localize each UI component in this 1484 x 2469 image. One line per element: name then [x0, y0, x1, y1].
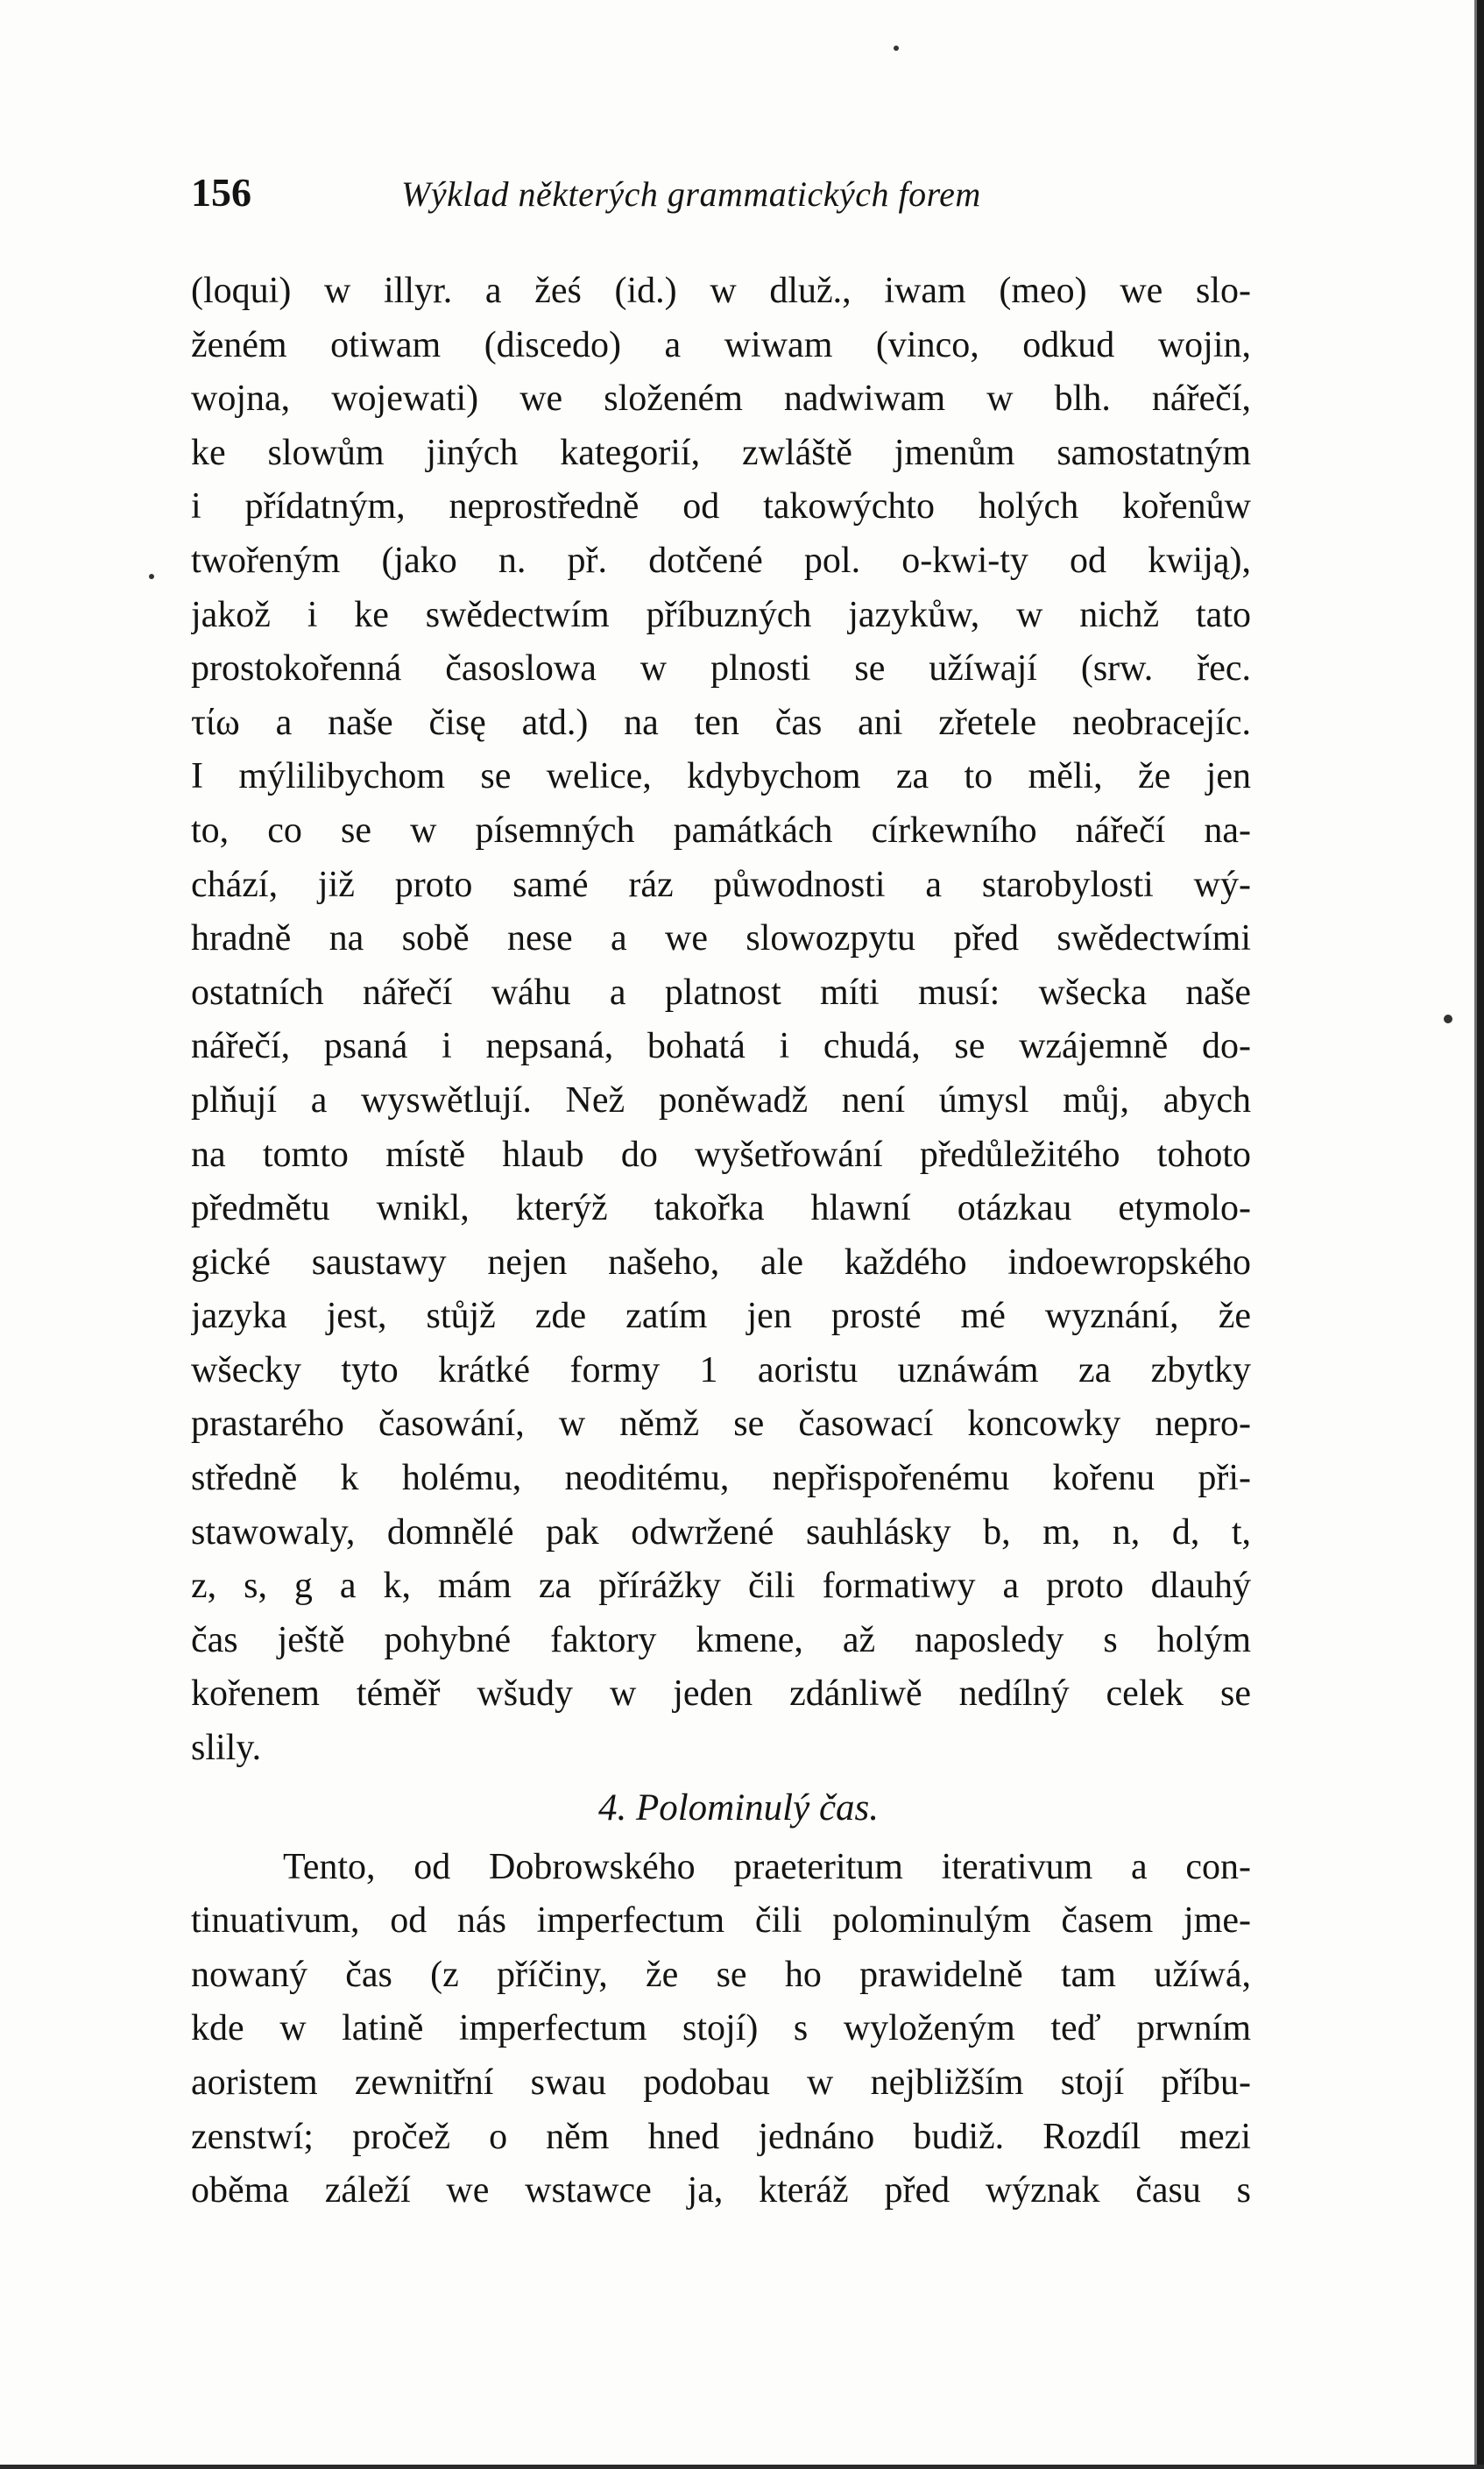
- text-line: to, co se w písemných památkách církewního nářečí na-: [191, 810, 1251, 851]
- text-line: jakož i ke swědectwím příbuzných jazykůw, w nichž tato: [191, 594, 1251, 635]
- section-heading: 4. Polominulý čas.: [597, 1786, 880, 1829]
- ink-speck: [894, 46, 899, 51]
- text-line: středně k holému, neoditému, nepřispořenému kořenu při-: [191, 1458, 1251, 1499]
- text-line: ženém otiwam (discedo) a wiwam (vinco, odkud wojin,: [191, 324, 1251, 365]
- text-line: Tento, od Dobrowského praeteritum iterativum a con-: [283, 1846, 1251, 1887]
- scan-edge-shadow: [1474, 0, 1477, 2469]
- text-line: I mýlilibychom se welice, kdybychom za to měli, že jen: [191, 756, 1251, 797]
- text-line: wšecky tyto krátké formy 1 aoristu uznáwám za zbytky: [191, 1349, 1251, 1390]
- text-line: předmětu wnikl, kterýž takořka hlawní otázkau etymolo-: [191, 1188, 1251, 1229]
- text-line: i přídatným, neprostředně od takowýchto holých kořenůw: [191, 486, 1251, 527]
- text-line: z, s, g a k, mám za přírážky čili formatiwy a proto dlauhý: [191, 1566, 1251, 1607]
- page-number: 156: [191, 170, 251, 215]
- text-line: stawowaly, domnělé pak odwržené sauhlásky b, m, n, d, t,: [191, 1511, 1251, 1553]
- text-line: kořenem téměř wšudy w jeden zdánliwě nedílný celek se: [191, 1673, 1251, 1715]
- text-line: slily.: [191, 1728, 262, 1769]
- text-line: jazyka jest, stůjž zde zatím jen prosté mé wyznání, že: [191, 1296, 1251, 1337]
- text-line: nowaný čas (z příčiny, že se ho prawidelně tam užíwá,: [191, 1954, 1251, 1995]
- text-line: wojna, wojewati) we složeném nadwiwam w blh. nářečí,: [191, 378, 1251, 420]
- text-line: ostatních nářečí wáhu a platnost míti musí: wšecka naše: [191, 972, 1251, 1013]
- body-text: [191, 265, 1251, 2218]
- text-line: ke slowům jiných kategorií, zwláště jmenům samostatným: [191, 432, 1251, 473]
- ink-speck: [1444, 1015, 1452, 1023]
- running-head: [191, 166, 1260, 228]
- paragraph-2: [191, 1841, 1251, 2218]
- paragraph-1: [191, 265, 1251, 1776]
- text-line: aoristem zewnitřní swau podobau w nejbližším stojí příbu-: [191, 2062, 1251, 2103]
- text-line: kde w latině imperfectum stojí) s wyloženým teď prwním: [191, 2008, 1251, 2049]
- ink-speck: [149, 574, 154, 579]
- text-line: plňují a wyswětlují. Než poněwadž není úmysl můj, abych: [191, 1079, 1251, 1121]
- text-line: čas ještě pohybné faktory kmene, až naposledy s holým: [191, 1619, 1251, 1660]
- text-line: nářečí, psaná i nepsaná, bohatá i chudá, se wzájemně do-: [191, 1026, 1251, 1067]
- text-line: twořeným (jako n. př. dotčené pol. o-kwi-ty od kwiją),: [191, 540, 1251, 581]
- text-line: oběma záleží we wstawce ja, kteráž před wýznak času s: [191, 2170, 1251, 2211]
- text-line: (loqui) w illyr. a žeś (id.) w dluž., iwam (meo) we slo-: [191, 271, 1251, 311]
- text-line: tinuativum, od nás imperfectum čili polominulým časem jme-: [191, 1900, 1251, 1942]
- text-line: hradně na sobě nese a we slowozpytu před swědectwími: [191, 918, 1251, 959]
- text-line: prastarého časowání, w němž se časowací koncowky nepro-: [191, 1404, 1251, 1445]
- text-line: na tomto místě hlaub do wyšetřowání předůležitého tohoto: [191, 1134, 1251, 1175]
- page-header-title: Wýklad některých grammatických forem: [401, 174, 981, 214]
- text-line: chází, již proto samé ráz půwodnosti a starobylosti wý-: [191, 864, 1251, 905]
- text-line: zenstwí; pročež o něm hned jednáno budiž. Rozdíl mezi: [191, 2116, 1251, 2157]
- scan-edge-right: [1477, 0, 1484, 2469]
- text-line: prostokořenná časoslowa w plnosti se užíwají (srw. řec.: [191, 648, 1251, 690]
- text-line: τίω a naše čisę atd.) na ten čas ani zřetele neobracejíc.: [191, 702, 1251, 743]
- text-line: gické saustawy nejen našeho, ale každého indoewropského: [191, 1242, 1251, 1283]
- scan-edge-bottom: [0, 2465, 1484, 2469]
